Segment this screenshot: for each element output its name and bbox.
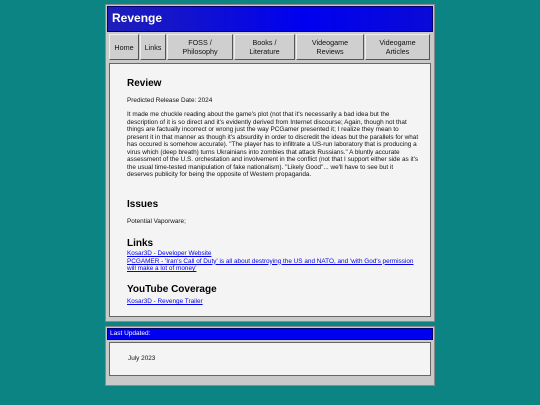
nav-foss-button[interactable] [167,34,233,60]
issues-heading: Issues [127,199,159,210]
youtube-heading: YouTube Coverage [127,284,217,295]
link-developer-website[interactable]: Kosar3D - Developer Website [127,250,212,257]
links-heading: Links [127,238,154,249]
review-heading: Review [127,78,162,89]
link-pcgamer-article[interactable]: PCGAMER - 'Iran's Call of Duty' is all about destroying the US and NATO, and 'with God's permission will make a lot of money' [127,257,414,272]
review-body: It made me chuckle reading about the game's plot (not that it's necessarily a bad idea but the description of it is so direct and it's evidently derived from Internet discourse; Again, though not that things are factually incorrect or wrong just the way PCGamer presented it; I realize they mean to present it in that manner as though it's absurdity in order to discredit the ideas but the parallels for what has occured is somehow accurate). "The player has to infiltrate a US-run laboratory that is producing a virus which (deep breath) turns Ukrainians into zombies that attack Russians." A bluntly accurate assessment of the U.S. orchestation and involvement in the conflict (not that I support either side as it's the usual time-tested manipulation of fake nationalism). "Likely Good"... we'll have to see but it deserves publicity for being the opposite of Western propaganda. [127,111,419,178]
main-window [105,4,435,322]
footer-title: Last Updated: [110,330,151,337]
title-bar [107,6,433,32]
nav-books-button[interactable] [234,34,295,60]
nav-books-label: Books / Literature [249,38,280,56]
nav-home-button[interactable] [109,34,139,60]
nav-bar [109,34,431,61]
footer-window [105,326,435,386]
links-list [127,250,419,273]
window-title: Revenge [112,11,163,25]
issues-text: Potential Vaporware; [127,218,186,225]
nav-links-label: Links [144,42,162,52]
footer-content [109,342,431,376]
nav-home-label: Home [114,42,134,52]
content-panel [109,63,431,317]
release-date: Predicted Release Date: 2024 [127,97,213,104]
youtube-list [127,298,419,306]
nav-articles-button[interactable] [365,34,430,60]
footer-title-bar [107,328,433,340]
nav-reviews-button[interactable] [296,34,364,60]
nav-reviews-label: Videogame Reviews [311,38,349,56]
link-revenge-trailer[interactable]: Kosar3D - Revenge Trailer [127,298,203,305]
last-updated-date: July 2023 [128,355,156,362]
nav-foss-label: FOSS / Philosophy [182,38,218,56]
nav-links-button[interactable] [140,34,166,60]
nav-articles-label: Videogame Articles [379,38,416,56]
